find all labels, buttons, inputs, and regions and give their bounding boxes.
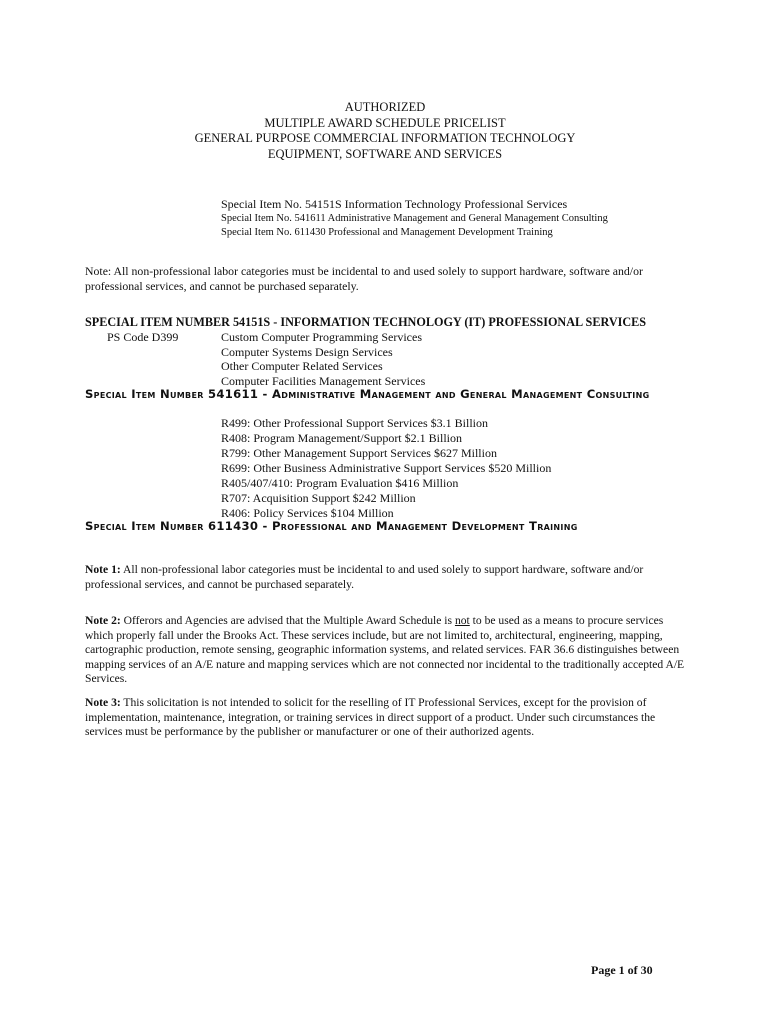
title-line-1: AUTHORIZED — [344, 100, 426, 114]
special-item-sub-1: Special Item No. 541611 Administrative Management and General Management Consulting — [221, 213, 608, 224]
document-title — [0, 100, 770, 162]
special-item-sub-2: Special Item No. 611430 Professional and Management Development Training — [221, 227, 553, 238]
section1-heading: SPECIAL ITEM NUMBER 54151S - INFORMATION TECHNOLOGY (IT) PROFESSIONAL SERVICES — [85, 315, 647, 329]
ps-code: PS Code D399 — [107, 330, 179, 344]
special-items-list — [221, 197, 741, 240]
code-item: R405/407/410: Program Evaluation $416 Million — [221, 476, 459, 490]
title-line-2: MULTIPLE AWARD SCHEDULE PRICELIST — [264, 115, 506, 130]
section2-heading: Special Item Number 541611 - Administrative Management and General Management Consulting — [85, 387, 650, 401]
code-item: R707: Acquisition Support $242 Million — [221, 491, 416, 505]
note-2-label: Note 2: — [85, 614, 121, 627]
code-item: R799: Other Management Support Services $627 Million — [221, 446, 497, 460]
service-item: Computer Systems Design Services — [221, 344, 393, 359]
top-note: Note: All non-professional labor categories must be incidental to and used solely to support hardware, software and/or professional services, and cannot be purchased separately. — [85, 264, 643, 293]
page-number: Page 1 of 30 — [591, 963, 653, 977]
note-1 — [85, 563, 685, 592]
note-2-text-pre: Offerors and Agencies are advised that the Multiple Award Schedule is — [120, 614, 455, 627]
note-3 — [85, 696, 685, 740]
service-list — [221, 330, 641, 388]
section2-code-list — [221, 416, 641, 521]
note-2-text-post: to be used as a means to procure services which properly fall under the Brooks Act. These services include, but are not limited to, architectural, engineering, mapping, cartographic production, remote sensing, geographic information systems, and related services. FAR 36.6 distinguishes between mapping services of an A/E nature and mapping services which are not connected nor incidental to the traditionally accepted A/E Services. — [85, 614, 685, 686]
code-item: R499: Other Professional Support Services $3.1 Billion — [221, 416, 488, 430]
note-1-text: All non-professional labor categories must be incidental to and used solely to support hardware, software and/or professional services, and cannot be purchased separately. — [85, 563, 644, 591]
note-1-label: Note 1: — [85, 563, 121, 576]
note-3-text: This solicitation is not intended to solicit for the reselling of IT Professional Services, except for the provision of implementation, maintenance, integration, or training services in direct support of a product. Under such circumstances the services must be performance by the publisher or manufacturer or one of their authorized agents. — [85, 696, 656, 739]
title-line-4: EQUIPMENT, SOFTWARE AND SERVICES — [267, 146, 503, 161]
code-item: R408: Program Management/Support $2.1 Billion — [221, 431, 462, 445]
code-item: R699: Other Business Administrative Support Services $520 Million — [221, 461, 552, 475]
service-item: Other Computer Related Services — [221, 359, 383, 373]
code-item: R406: Policy Services $104 Million — [221, 506, 394, 520]
title-line-3: GENERAL PURPOSE COMMERCIAL INFORMATION TECHNOLOGY — [194, 131, 576, 145]
service-item: Custom Computer Programming Services — [221, 330, 422, 344]
note-3-label: Note 3: — [85, 696, 121, 709]
note-2 — [85, 614, 685, 687]
special-item-main: Special Item No. 54151S Information Technology Professional Services — [221, 197, 568, 211]
section3-heading: Special Item Number 611430 - Professional and Management Development Training — [85, 519, 578, 533]
service-item: Computer Facilities Management Services — [221, 373, 426, 388]
note-2-underlined-word: not — [454, 614, 470, 627]
